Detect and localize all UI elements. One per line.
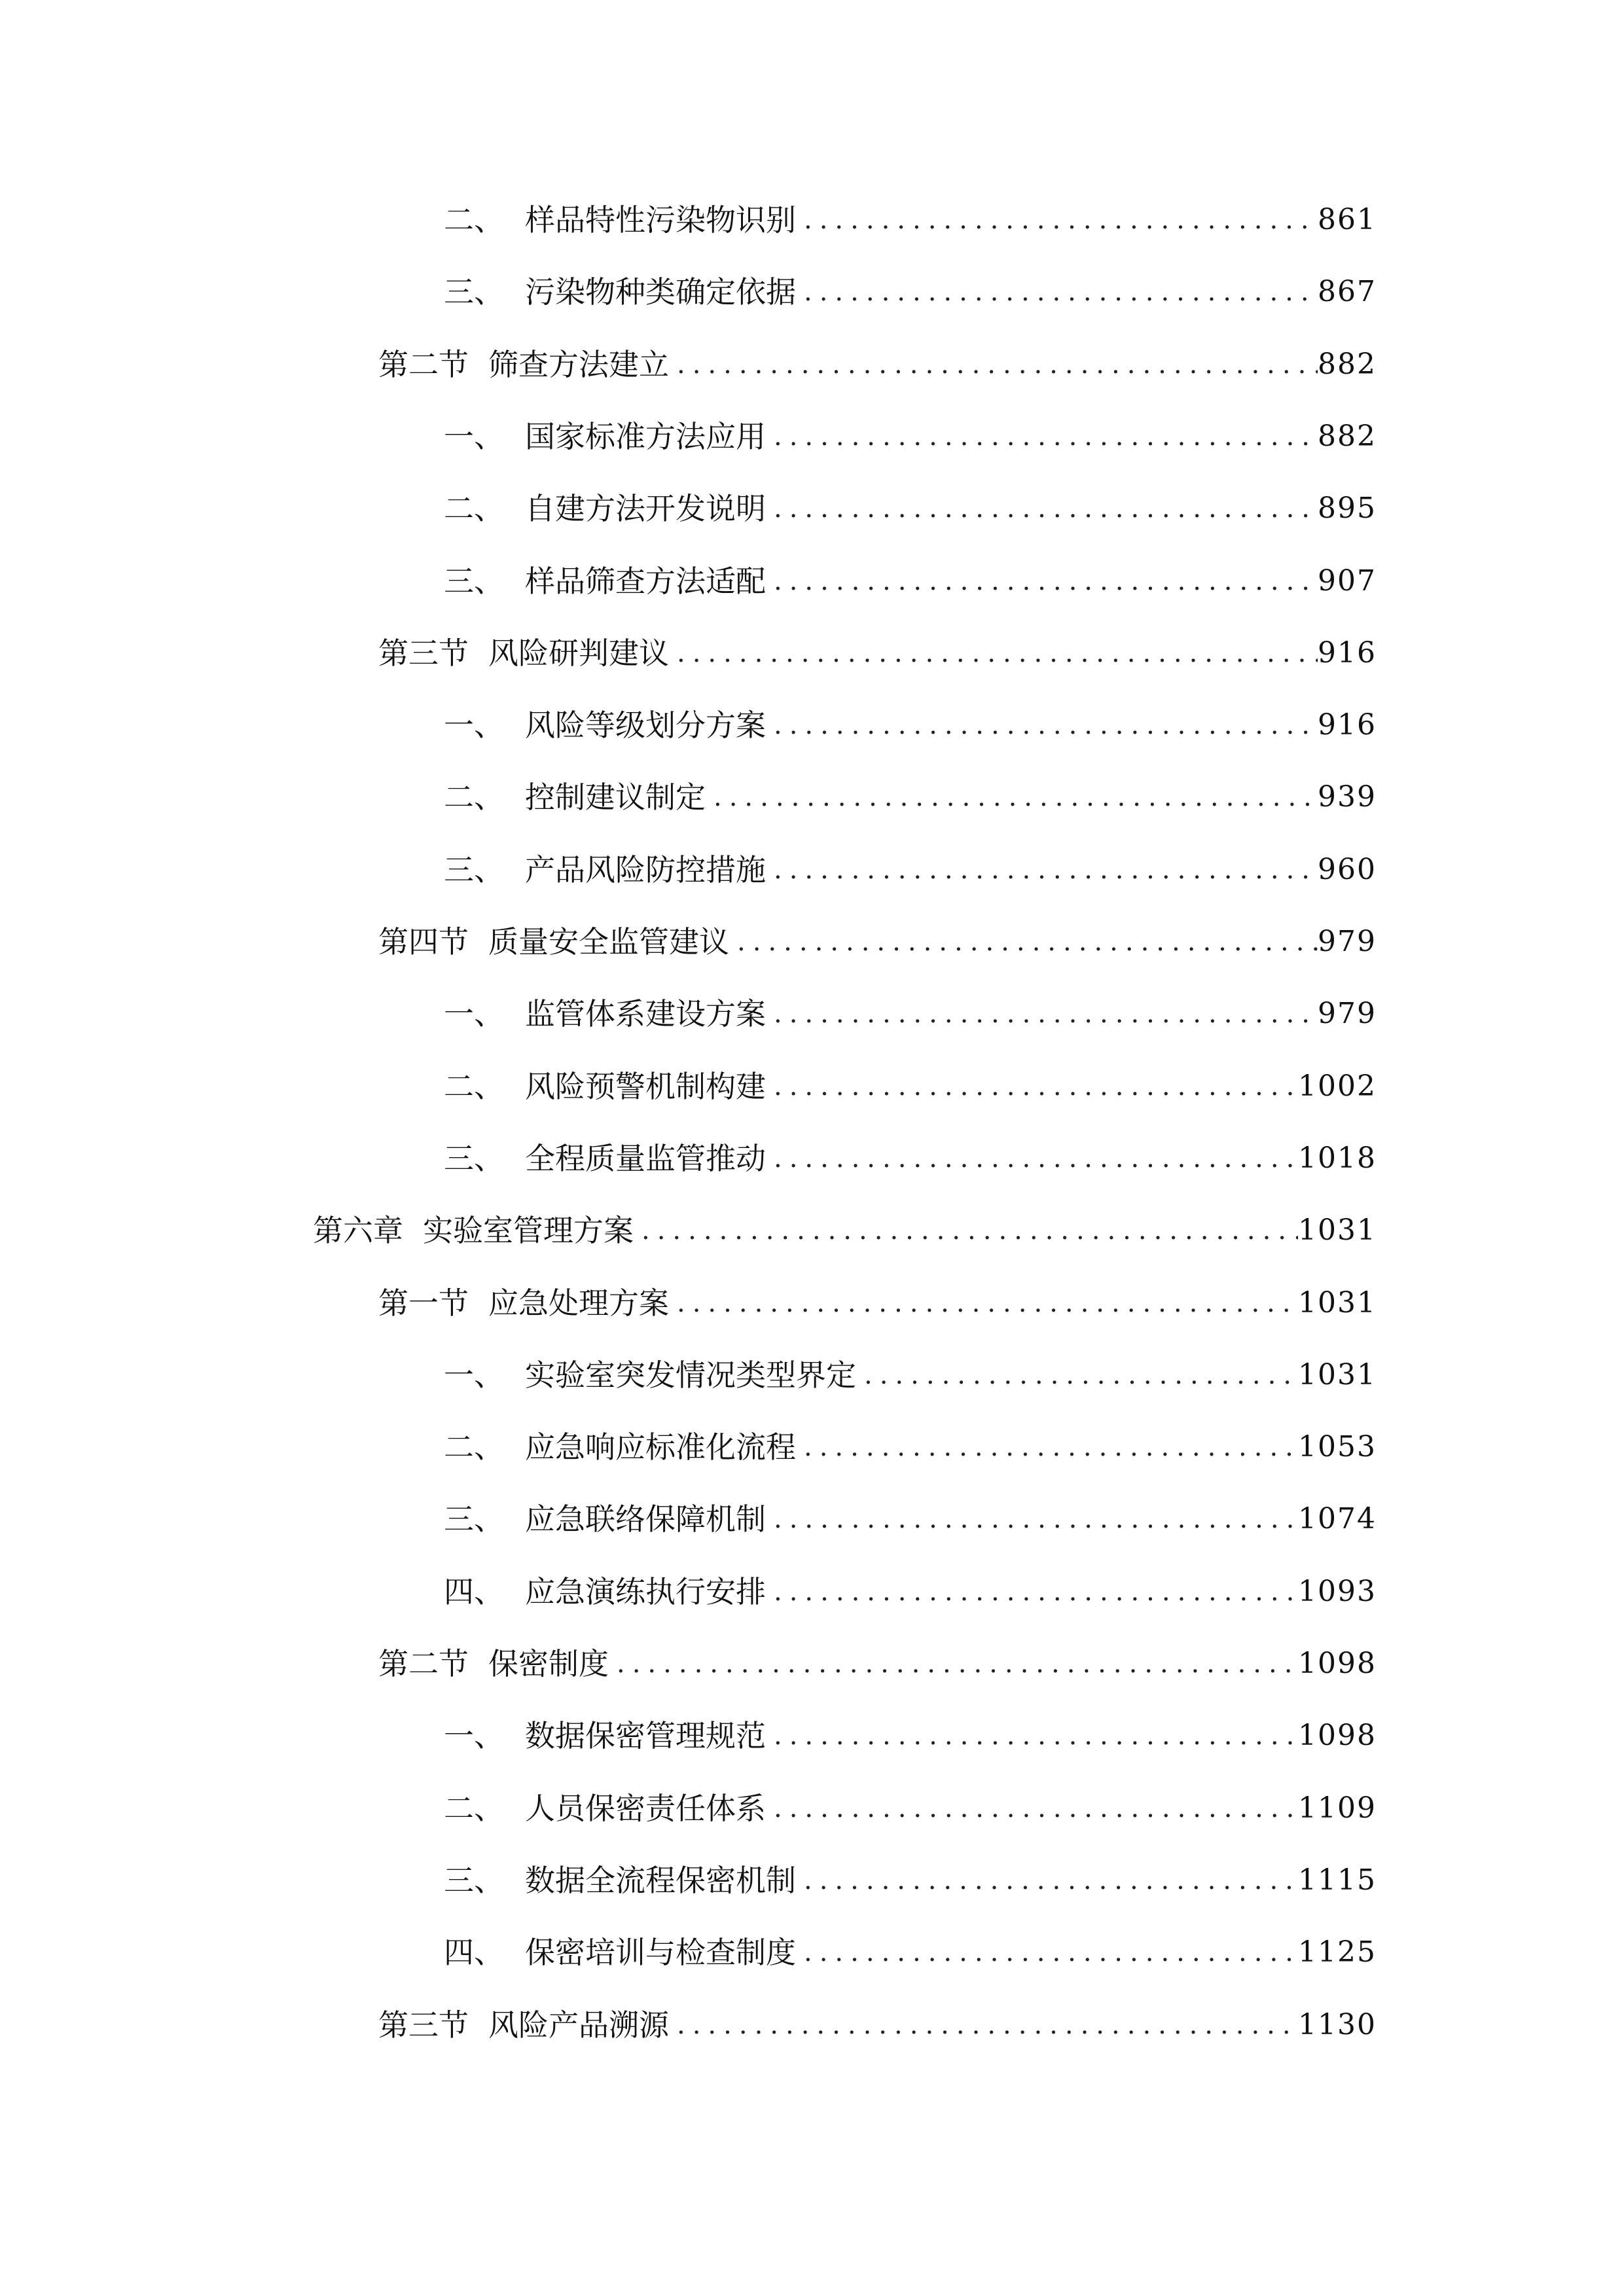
dot-leader [706,771,1318,823]
toc-entry-title: 风险产品溯源 [488,2007,669,2043]
toc-entry-label [444,194,796,246]
toc-entry[interactable] [444,266,1377,318]
toc-entry-number: 第六章 [313,1213,403,1248]
toc-entry-page-number: 882 [1318,420,1377,453]
toc-entry-number: 第三节 [378,2007,469,2043]
toc-entry-title: 国家标准方法应用 [525,419,766,454]
toc-entry-number: 三、 [444,1863,504,1898]
toc-entry-title: 实验室突发情况类型界定 [525,1357,856,1393]
toc-entry[interactable] [378,1999,1377,2051]
dot-leader [766,1132,1298,1185]
dot-leader [766,482,1318,535]
toc-entry-label [444,1566,766,1618]
toc-entry-title: 应急响应标准化流程 [525,1429,796,1465]
toc-entry-title: 监管体系建设方案 [525,996,766,1031]
toc-entry[interactable] [444,771,1377,823]
toc-entry[interactable] [313,1204,1377,1257]
toc-entry-title: 筛查方法建立 [488,347,669,382]
toc-entry-label [444,1132,766,1185]
toc-entry-title: 数据保密管理规范 [525,1718,766,1753]
toc-entry-number: 一、 [444,1718,504,1753]
toc-entry-number: 二、 [444,1429,504,1465]
toc-entry-label [313,1204,634,1257]
toc-entry-number: 第二节 [378,1646,469,1681]
dot-leader [796,1926,1298,1979]
toc-entry-label [444,1493,766,1545]
toc-entry-label [444,410,766,463]
toc-entry[interactable] [444,1132,1377,1185]
toc-entry-page-number: 861 [1318,203,1377,236]
toc-entry-number: 二、 [444,202,504,238]
toc-entry-title: 人员保密责任体系 [525,1791,766,1826]
dot-leader [669,627,1318,679]
toc-entry[interactable] [444,1926,1377,1979]
dot-leader [796,1421,1298,1473]
toc-entry-number: 一、 [444,1357,504,1393]
toc-entry-page-number: 916 [1318,636,1377,670]
dot-leader [796,266,1318,318]
toc-entry[interactable] [444,194,1377,246]
toc-entry-label [378,338,669,391]
toc-entry-label [444,1421,796,1473]
toc-entry-number: 第四节 [378,924,469,960]
dot-leader [766,555,1318,607]
toc-entry-number: 三、 [444,852,504,888]
dot-leader [796,1854,1298,1907]
toc-entry-number: 第三节 [378,636,469,671]
toc-entry-page-number: 882 [1318,348,1377,381]
toc-entry-title: 保密培训与检查制度 [525,1935,796,1970]
toc-entry-number: 四、 [444,1574,504,1609]
dot-leader [766,1782,1298,1835]
dot-leader [796,194,1318,246]
dot-leader [669,1999,1298,2051]
toc-entry-label [444,699,766,751]
toc-entry-title: 应急演练执行安排 [525,1574,766,1609]
toc-entry-page-number: 916 [1318,708,1377,742]
toc-entry[interactable] [444,1854,1377,1907]
dot-leader [729,916,1318,968]
toc-entry-page-number: 960 [1318,853,1377,886]
toc-entry-label [444,1782,766,1835]
toc-entry-number: 四、 [444,1935,504,1970]
toc-entry-page-number: 979 [1318,997,1377,1030]
toc-entry-number: 第一节 [378,1285,469,1321]
dot-leader [634,1204,1298,1257]
toc-entry-label [444,1710,766,1762]
toc-entry-title: 风险研判建议 [488,636,669,671]
toc-entry-page-number: 1109 [1298,1791,1377,1825]
toc-entry-page-number: 1093 [1298,1575,1377,1608]
toc-entry-number: 一、 [444,419,504,454]
toc-entry-title: 产品风险防控措施 [525,852,766,888]
toc-entry-number: 第二节 [378,347,469,382]
toc-entry-title: 质量安全监管建议 [488,924,729,960]
toc-entry-title: 风险等级划分方案 [525,708,766,743]
toc-entry-page-number: 1031 [1298,1213,1377,1247]
toc-entry-title: 自建方法开发说明 [525,491,766,526]
toc-entry-title: 保密制度 [488,1646,609,1681]
toc-entry-page-number: 1125 [1298,1935,1377,1969]
toc-entry-title: 污染物种类确定依据 [525,274,796,310]
toc-entry[interactable] [378,1277,1377,1329]
toc-entry-label [444,1349,856,1401]
toc-entry-page-number: 1031 [1298,1358,1377,1391]
dot-leader [766,1566,1298,1618]
toc-entry-title: 应急联络保障机制 [525,1501,766,1537]
toc-entry-page-number: 895 [1318,492,1377,525]
toc-entry-page-number: 939 [1318,780,1377,814]
toc-entry[interactable] [444,555,1377,607]
toc-entry-page-number: 1098 [1298,1647,1377,1680]
toc-entry-label [444,1060,766,1113]
toc-entry-label [444,1854,796,1907]
toc-entry-label [444,555,766,607]
toc-entry[interactable] [444,988,1377,1040]
dot-leader [766,1493,1298,1545]
toc-entry-label [378,1999,669,2051]
toc-entry-label [444,988,766,1040]
toc-entry-number: 二、 [444,1069,504,1104]
toc-entry-label [444,844,766,896]
dot-leader [669,1277,1298,1329]
toc-entry-page-number: 1098 [1298,1719,1377,1752]
toc-entry-number: 三、 [444,1501,504,1537]
dot-leader [856,1349,1298,1401]
dot-leader [766,1060,1298,1113]
toc-entry-page-number: 1018 [1298,1141,1377,1175]
toc-entry[interactable] [444,1710,1377,1762]
toc-entry[interactable] [378,916,1377,968]
toc-entry[interactable] [444,844,1377,896]
toc-entry[interactable] [444,1782,1377,1835]
toc-entry[interactable] [444,1493,1377,1545]
toc-entry-title: 样品筛查方法适配 [525,564,766,599]
toc-entry-label [378,916,729,968]
toc-entry-page-number: 1074 [1298,1502,1377,1535]
toc-entry[interactable] [444,1566,1377,1618]
toc-entry-label [378,1277,669,1329]
toc-entry-number: 三、 [444,1141,504,1176]
toc-entry-page-number: 1002 [1298,1069,1377,1103]
dot-leader [766,410,1318,463]
toc-entry[interactable] [378,627,1377,679]
toc-entry[interactable] [378,1638,1377,1690]
dot-leader [609,1638,1298,1690]
toc-entry[interactable] [444,1060,1377,1113]
toc-entry-page-number: 1031 [1298,1286,1377,1319]
toc-entry-title: 实验室管理方案 [423,1213,634,1248]
toc-entry-label [444,771,706,823]
toc-entry-label [378,1638,609,1690]
toc-entry-number: 二、 [444,491,504,526]
toc-entry-title: 应急处理方案 [488,1285,669,1321]
dot-leader [766,1710,1298,1762]
toc-entry[interactable] [378,338,1377,391]
toc-entry-title: 控制建议制定 [525,780,706,815]
toc-entry-page-number: 1053 [1298,1430,1377,1463]
toc-entry-title: 样品特性污染物识别 [525,202,796,238]
dot-leader [766,988,1318,1040]
toc-entry-number: 二、 [444,1791,504,1826]
toc-entry-number: 二、 [444,780,504,815]
toc-entry-number: 三、 [444,564,504,599]
toc-entry-page-number: 907 [1318,564,1377,598]
toc-entry-page-number: 867 [1318,275,1377,308]
dot-leader [766,844,1318,896]
toc-entry-page-number: 1130 [1298,2008,1377,2041]
toc-entry-label [378,627,669,679]
toc-entry-number: 三、 [444,274,504,310]
toc-entry-title: 数据全流程保密机制 [525,1863,796,1898]
toc-entry-label [444,482,766,535]
toc-entry-label [444,266,796,318]
toc-entry[interactable] [444,1421,1377,1473]
toc-entry[interactable] [444,1349,1377,1401]
toc-entry-page-number: 1115 [1298,1863,1377,1897]
dot-leader [766,699,1318,751]
toc-entry-number: 一、 [444,708,504,743]
toc-entry[interactable] [444,699,1377,751]
toc-entry-label [444,1926,796,1979]
toc-entry-title: 全程质量监管推动 [525,1141,766,1176]
toc-entry-page-number: 979 [1318,925,1377,958]
toc-entry[interactable] [444,410,1377,463]
toc-entry-number: 一、 [444,996,504,1031]
dot-leader [669,338,1318,391]
toc-entry[interactable] [444,482,1377,535]
toc-entry-title: 风险预警机制构建 [525,1069,766,1104]
